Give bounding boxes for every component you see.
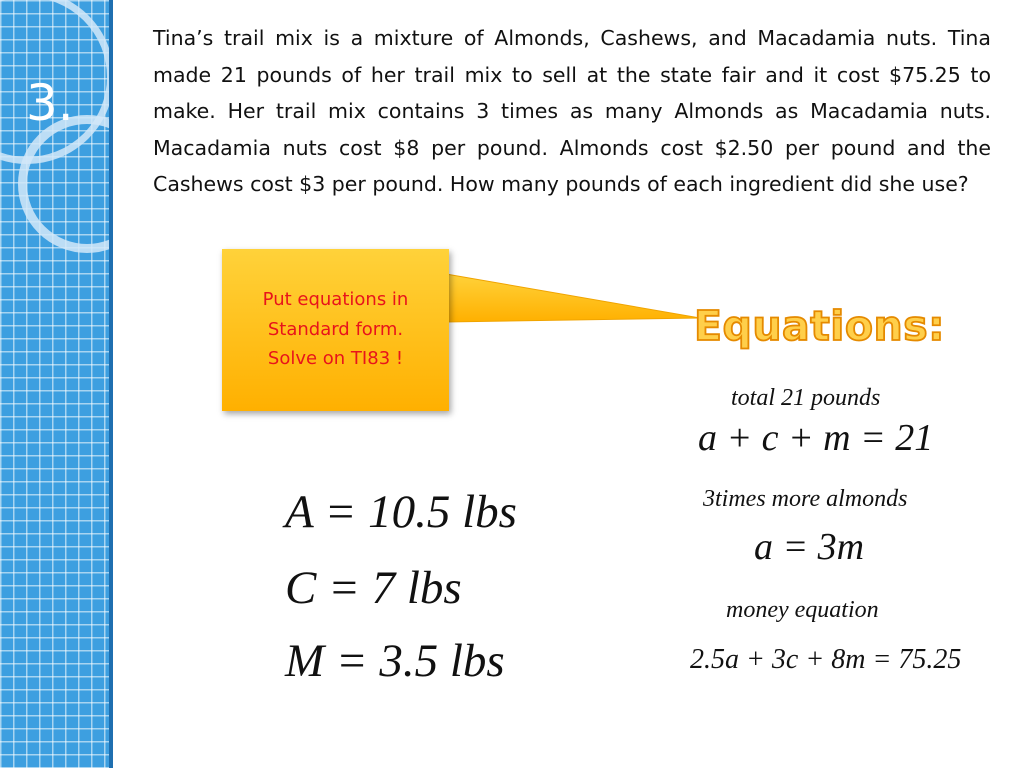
total-equation: a + c + m = 21: [698, 417, 934, 459]
answer-cashews: C = 7 lbs: [285, 562, 462, 614]
answer-almonds: A = 10.5 lbs: [285, 486, 517, 538]
equations-heading: Equations:: [694, 302, 946, 350]
callout-line: Put equations in: [262, 289, 409, 310]
total-note: total 21 pounds: [731, 385, 881, 411]
callout-line: Standard form.: [267, 318, 404, 340]
problem-statement: Tina’s trail mix is a mixture of Almonds, Cashews, and Macadamia nuts. Tina made 21 pounds of her trail mix to sell at the state fair and it cost $75.25 to make. Her trail mix contains 3 times as many Almonds as Macadamia nuts. Macadamia nuts cost $8 per pound. Almonds cost $2.50 per pound and the Cashews cost $3 per pound. How many pounds of each ingredient did she use?: [153, 26, 991, 196]
money-equation: 2.5a + 3c + 8m = 75.25: [690, 644, 962, 675]
answer-macadamia: M = 3.5 lbs: [285, 635, 505, 687]
callout-box: [222, 249, 449, 411]
times-equation: a = 3m: [754, 526, 865, 568]
times-note: 3times more almonds: [703, 486, 908, 512]
callout-line: Solve on TI83 !: [267, 348, 404, 369]
slide-number: 3.: [26, 74, 74, 132]
money-note: money equation: [726, 597, 879, 623]
